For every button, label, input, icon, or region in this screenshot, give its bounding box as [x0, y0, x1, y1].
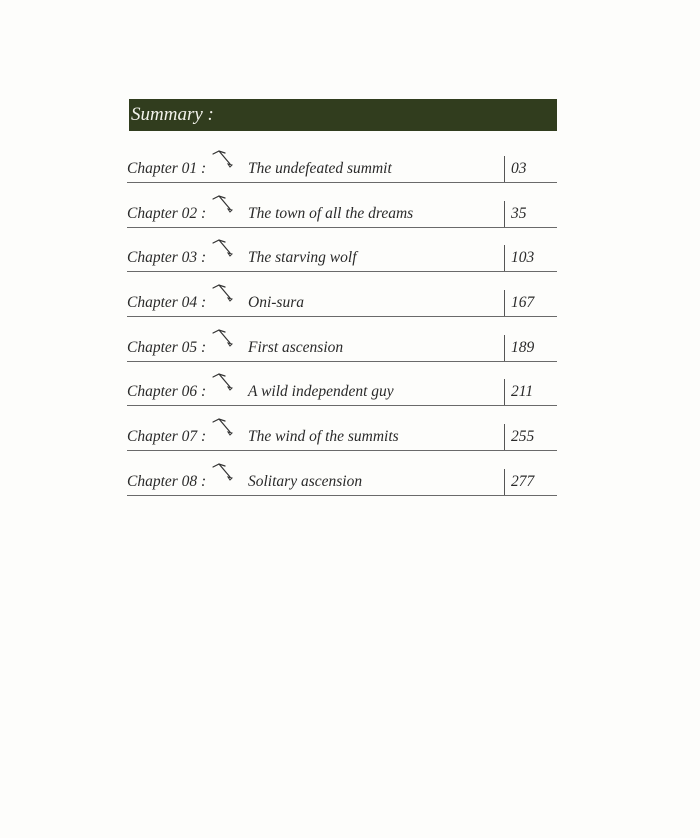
row-rule [127, 405, 557, 406]
ice-axe-icon [210, 148, 234, 170]
page-number: 211 [511, 383, 534, 401]
page-divider [504, 156, 505, 183]
chapter-label: Chapter 02 : [127, 204, 207, 222]
page-number: 255 [511, 428, 535, 446]
ice-axe-icon [210, 371, 234, 393]
toc-entry[interactable] [127, 279, 557, 324]
row-rule [127, 450, 557, 451]
chapter-title: Oni-sura [248, 294, 304, 312]
page-divider [504, 469, 505, 496]
page-divider [504, 424, 505, 451]
chapter-label: Chapter 08 : [127, 472, 207, 490]
page-divider [504, 335, 505, 362]
row-rule [127, 316, 557, 317]
page-divider [504, 201, 505, 228]
row-rule [127, 182, 557, 183]
chapter-label: Chapter 03 : [127, 249, 207, 267]
row-rule [127, 361, 557, 362]
page-number: 35 [511, 204, 527, 222]
toc-entry[interactable] [127, 145, 557, 190]
row-rule [127, 271, 557, 272]
toc-entry[interactable] [127, 190, 557, 235]
chapter-label: Chapter 01 : [127, 160, 207, 177]
chapter-label: Chapter 06 : [127, 383, 207, 401]
summary-heading: Summary : [129, 99, 557, 131]
row-rule [127, 495, 557, 496]
page-number: 03 [511, 160, 527, 177]
chapter-title: The starving wolf [248, 249, 357, 267]
ice-axe-icon [210, 327, 234, 349]
ice-axe-icon [210, 461, 234, 483]
chapter-label: Chapter 05 : [127, 338, 207, 356]
page-divider [504, 379, 505, 406]
page-number: 189 [511, 338, 535, 356]
chapter-title: Solitary ascension [248, 472, 363, 490]
page-divider [504, 245, 505, 272]
toc-entry[interactable] [127, 458, 557, 503]
ice-axe-icon [210, 193, 234, 215]
chapter-title: The town of all the dreams [248, 204, 414, 222]
page-divider [504, 290, 505, 317]
page-number: 103 [511, 249, 535, 267]
ice-axe-icon [210, 282, 234, 304]
toc-entry[interactable] [127, 413, 557, 458]
ice-axe-icon [210, 237, 234, 259]
chapter-title: The undefeated summit [248, 160, 392, 177]
page-number: 167 [511, 294, 535, 312]
row-rule [127, 227, 557, 228]
chapter-label: Chapter 07 : [127, 428, 207, 446]
chapter-title: A wild independent guy [248, 383, 394, 401]
toc-entry[interactable] [127, 324, 557, 369]
chapter-label: Chapter 04 : [127, 294, 207, 312]
toc-entry[interactable] [127, 234, 557, 279]
table-of-contents [127, 145, 557, 503]
chapter-title: First ascension [248, 338, 344, 356]
toc-entry[interactable] [127, 368, 557, 413]
page-number: 277 [511, 472, 535, 490]
chapter-title: The wind of the summits [248, 428, 399, 446]
ice-axe-icon [210, 416, 234, 438]
